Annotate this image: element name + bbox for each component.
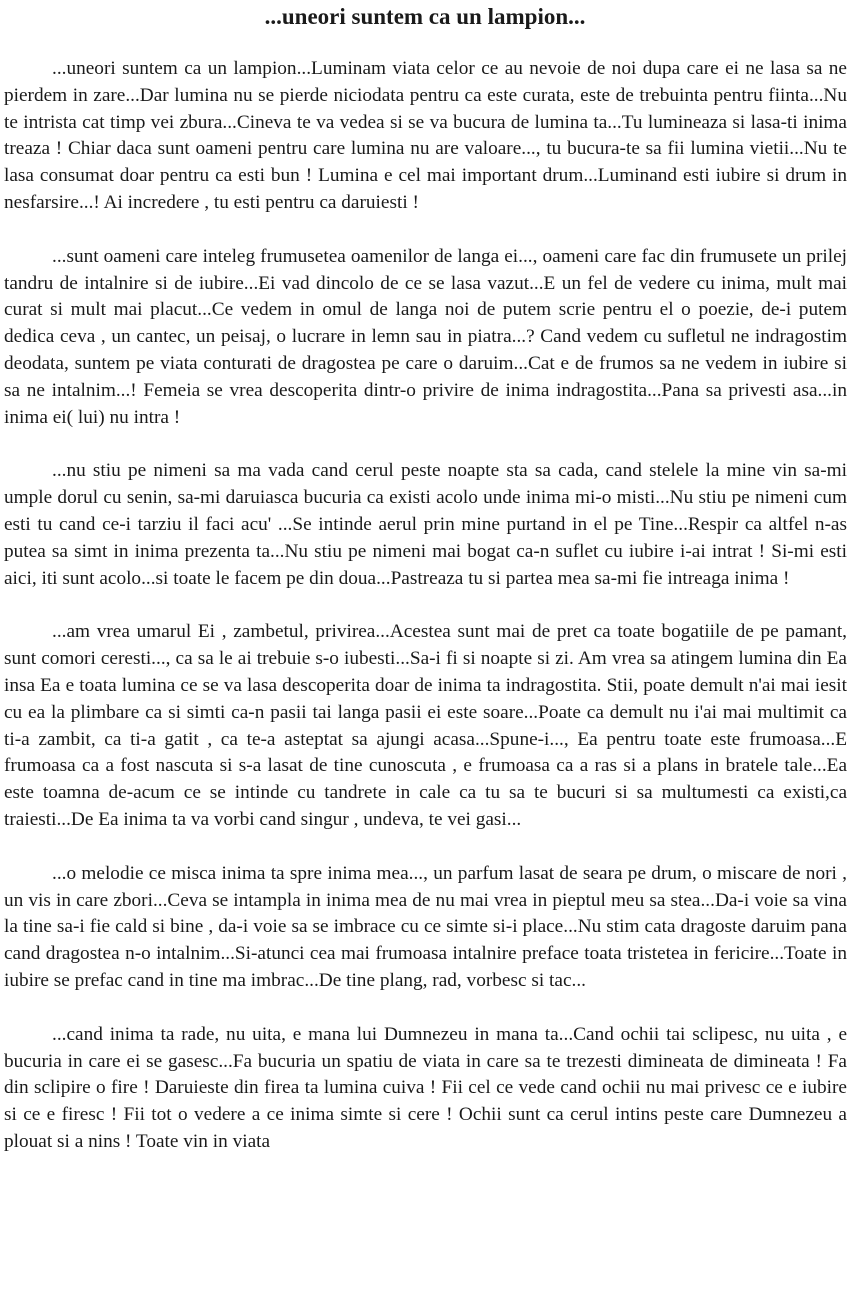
paragraph: ...cand inima ta rade, nu uita, e mana lui Dumnezeu in mana ta...Cand ochii tai sclipesc, nu uita , e bucuria in care ei se gasesc...Fa bucuria un spatiu de viata in care sa te trezesti dimineata de dimineata ! Fa din sclipire o fire ! Daruieste din firea ta lumina cuiva ! Fii cel ce vede cand ochii nu mai privesc ce e iubire si ce e firesc ! Fii tot o vedere a ce inima simte si cere ! Ochii sunt ca cerul intins peste care Dumnezeu a plouat si a nins ! Toate vin in viata (4, 1023, 847, 1152)
paragraph: ...nu stiu pe nimeni sa ma vada cand cerul peste noapte sta sa cada, cand stelele la mine vin sa-mi umple dorul cu senin, sa-mi daruiasca bucuria ca existi acolo unde inima mi-o misti...Nu stiu pe nimeni cum esti tu cand ce-i tarziu il faci acu' ...Se intinde aerul prin mine purtand in el pe Tine...Respir ca altfel n-as putea sa simt in inima prezenta ta...Nu stiu pe nimeni mai bogat ca-n suflet cu iubire i-ai intrat ! Si-mi esti aici, iti sunt acolo...si toate le facem pe din doua...Pastreaza tu si partea mea sa-mi fie intreaga inima ! (4, 460, 847, 589)
paragraph: ...uneori suntem ca un lampion...Luminam viata celor ce au nevoie de noi dupa care ei ne lasa sa ne pierdem in zare...Dar lumina nu se pierde niciodata pentru ca este curata, este de trebuinta pentru fiinta...Nu te intrista cat timp vei zbura...Cineva te va vedea si se va bucura de lumina ta...Tu lumineaza si lasa-ti inima treaza ! Chiar daca sunt oameni pentru care lumina nu are valoare..., tu bucura-te sa fii lumina vietii...Nu te lasa consumat doar pentru ca esti bun ! Lumina e cel mai important drum...Luminand esti iubire si drum in nesfarsire...! Ai incredere , tu esti pentru ca daruiesti ! (4, 58, 847, 213)
paragraph: ...am vrea umarul Ei , zambetul, privirea...Acestea sunt mai de pret ca toate bogatiile de pe pamant, sunt comori ceresti..., ca sa le ai trebuie s-o iubesti...Sa-i fi si noapte si zi. Am vrea sa atingem lumina din Ea insa Ea e toata lumina ce se va lasa descoperita doar de inima ta indragostita. Stii, poate demult n'ai mai iesit cu ea la plimbare ca si simti ca-n pasii tai langa pasii ei este soare...Poate ca demult nu i'ai mai multimit ca ti-a zambit, ca ti-a gatit , ca te-a asteptat sa ajungi acasa...Spune-i..., Ea pentru toate este frumoasa...E frumoasa ca a fost nascuta si s-a lasat de tine cunoscuta , e frumoasa ca a ras si a plans in bratele tale...Ea este toamna de-acum ce se intinde cu tandrete in cale ca tu sa te bucuri si sa multumesti ca existi,ca traiesti...De Ea inima ta va vorbi cand singur , undeva, te vei gasi... (4, 621, 847, 830)
paragraph: ...sunt oameni care inteleg frumusetea oamenilor de langa ei..., oameni care fac din frumusete un prilej tandru de intalnire si de iubire...Ei vad dincolo de ce se lasa vazut...E un fel de vedere cu inima, mult mai curat si mult mai placut...Ce vedem in omul de langa noi de putem scrie pentru el o poezie, de-i putem dedica ceva , un cantec, un peisaj, o lucrare in lemn sau in piatra...? Cand vedem cu sufletul ne indragostim deodata, suntem pe viata conturati de dragostea pe care o daruim...Cat e de frumos sa ne vedem in iubire si sa ne intalnim...! Femeia se vrea descoperita dintr-o privire de inima indragostita...Pana sa privesti asa...in inima ei( lui) nu intra ! (4, 245, 847, 428)
page-title: ...uneori suntem ca un lampion... (264, 4, 586, 29)
document-body (4, 56, 847, 1183)
paragraph: ...o melodie ce misca inima ta spre inima mea..., un parfum lasat de seara pe drum, o miscare de nori , un vis in care zbori...Ceva se intampla in inima mea de nu mai vrea in pieptul meu sa stea...Da-i voie sa vina la tine sa-i fie cald si bine , da-i voie sa se imbrace cu ce simte si-i place...Nu stim cata dragoste daruim pana cand dragostea n-o intalnim...Si-atunci cea mai frumoasa intalnire preface toata tristetea in fericire...Toate in iubire se prefac cand in tine ma imbrac...De tine plang, rad, vorbesc si tac... (4, 862, 847, 991)
